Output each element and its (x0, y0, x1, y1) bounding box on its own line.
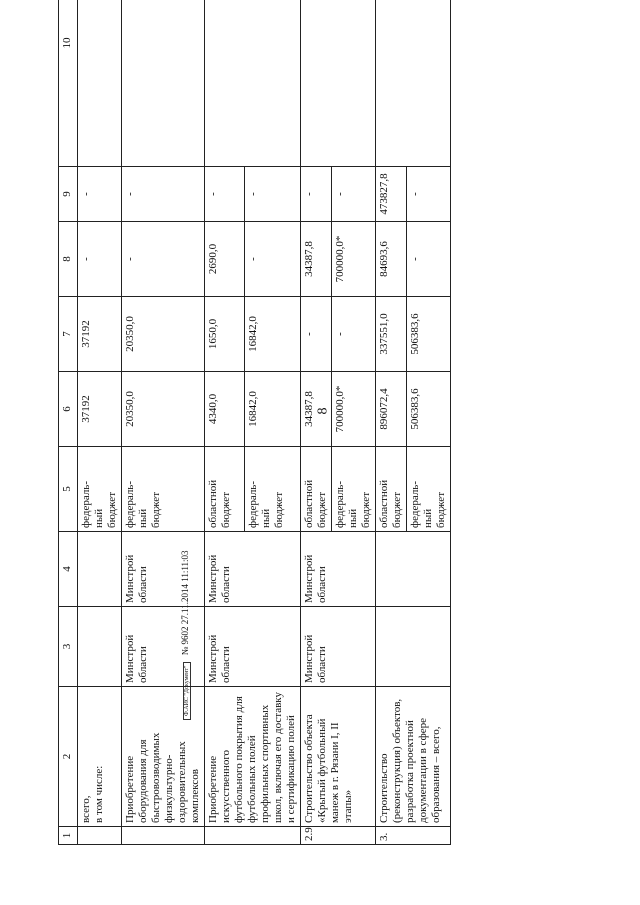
table-row (78, 0, 122, 845)
executor-cell (376, 607, 451, 687)
executor-cell (78, 607, 122, 687)
header-cell: 1 (59, 827, 78, 845)
registration-stamp: Ф.АИС "Документ" (183, 662, 191, 720)
table-row (376, 0, 407, 845)
funding-source-cell: федераль- ный бюджет (244, 447, 300, 532)
activity-name-cell: всего, в том числе: (78, 687, 122, 827)
row-number-cell (205, 827, 301, 845)
year-amount-cell: 337551,0 (376, 297, 407, 372)
year-amount-cell: 84693,6 (376, 222, 407, 297)
row-number-cell: 2.9 (301, 827, 376, 845)
notes-cell (205, 0, 301, 167)
executor-cell: Минстрой области (205, 607, 301, 687)
year-amount-cell: 2690,0 (205, 222, 245, 297)
total-amount-cell: 506383,6 (407, 372, 451, 447)
total-amount-cell: 20350,0 (122, 372, 205, 447)
notes-cell (301, 0, 376, 167)
funding-source-cell: федераль- ный бюджет (122, 447, 205, 532)
table-body (59, 0, 451, 845)
page-number: 8 (315, 407, 331, 415)
year-amount-cell: 1650,0 (205, 297, 245, 372)
year-amount-cell: - (244, 222, 300, 297)
activity-name-cell: Строительство (реконструкция) объектов, разработка проектной документации в сфере образования – всего, (376, 687, 451, 827)
activity-name-cell: Приобретение оборудования для быстровозводимых физкультурно-оздоровительных комплексов (122, 687, 205, 827)
header-cell: 9 (59, 167, 78, 222)
funding-source-cell: областной бюджет (376, 447, 407, 532)
header-cell: 8 (59, 222, 78, 297)
rotated-table-area (58, 20, 610, 845)
year-amount-cell: 700000,0* (332, 222, 376, 297)
year-amount-cell: - (78, 167, 122, 222)
year-amount-cell: 506383,6 (407, 297, 451, 372)
year-amount-cell: 37192 (78, 297, 122, 372)
year-amount-cell: 34387,8 (301, 222, 332, 297)
funding-source-cell: областной бюджет (205, 447, 245, 532)
activity-name-cell: Строительство объекта «Крытый футбольный манеж в г. Рязани I, II этапы» (301, 687, 376, 827)
notes-cell (376, 0, 451, 167)
customer-cell: Минстрой области (301, 532, 376, 607)
year-amount-cell: - (78, 222, 122, 297)
header-cell: 6 (59, 372, 78, 447)
year-amount-cell: - (205, 167, 245, 222)
year-amount-cell: - (332, 167, 376, 222)
row-number-cell (78, 827, 122, 845)
customer-cell: Минстрой области (122, 532, 205, 607)
notes-cell (122, 0, 205, 167)
year-amount-cell: 16842,0 (244, 297, 300, 372)
year-amount-cell: - (332, 297, 376, 372)
year-amount-cell: - (407, 222, 451, 297)
funding-source-cell: федераль- ный бюджет (332, 447, 376, 532)
year-amount-cell: - (301, 167, 332, 222)
funding-source-cell: федераль- ный бюджет (407, 447, 451, 532)
total-amount-cell: 896072,4 (376, 372, 407, 447)
total-amount-cell: 34387,8 (301, 372, 332, 447)
header-cell: 4 (59, 532, 78, 607)
customer-cell: Минстрой области (205, 532, 301, 607)
funding-source-cell: областной бюджет (301, 447, 332, 532)
total-amount-cell: 700000,0* (332, 372, 376, 447)
header-row (59, 0, 78, 845)
total-amount-cell: 37192 (78, 372, 122, 447)
notes-cell (78, 0, 122, 167)
header-cell: 10 (59, 0, 78, 167)
customer-cell (376, 532, 451, 607)
table-row (301, 0, 332, 845)
table-row (122, 0, 205, 845)
year-amount-cell: 473827,8 (376, 167, 407, 222)
document-datetime: 27.11.2014 11:11:03 (180, 550, 190, 625)
header-cell: 3 (59, 607, 78, 687)
document-number: № 9602 (180, 626, 190, 656)
header-cell: 2 (59, 687, 78, 827)
activity-name-cell: Приобретение искусственного футбольного покрытия для футбольных полей профильных спортивных школ, включая его доставку и сертификацию полей (205, 687, 301, 827)
year-amount-cell: - (407, 167, 451, 222)
executor-cell: Минстрой области (122, 607, 205, 687)
year-amount-cell: 20350,0 (122, 297, 205, 372)
executor-cell: Минстрой области (301, 607, 376, 687)
funding-source-cell: федераль- ный бюджет (78, 447, 122, 532)
year-amount-cell: - (301, 297, 332, 372)
header-cell: 7 (59, 297, 78, 372)
year-amount-cell: - (122, 222, 205, 297)
row-number-cell (122, 827, 205, 845)
total-amount-cell: 16842,0 (244, 372, 300, 447)
year-amount-cell: - (244, 167, 300, 222)
header-cell: 5 (59, 447, 78, 532)
customer-cell (78, 532, 122, 607)
budget-table (58, 0, 451, 845)
year-amount-cell: - (122, 167, 205, 222)
table-row (205, 0, 245, 845)
row-number-cell: 3. (376, 827, 451, 845)
total-amount-cell: 4340,0 (205, 372, 245, 447)
